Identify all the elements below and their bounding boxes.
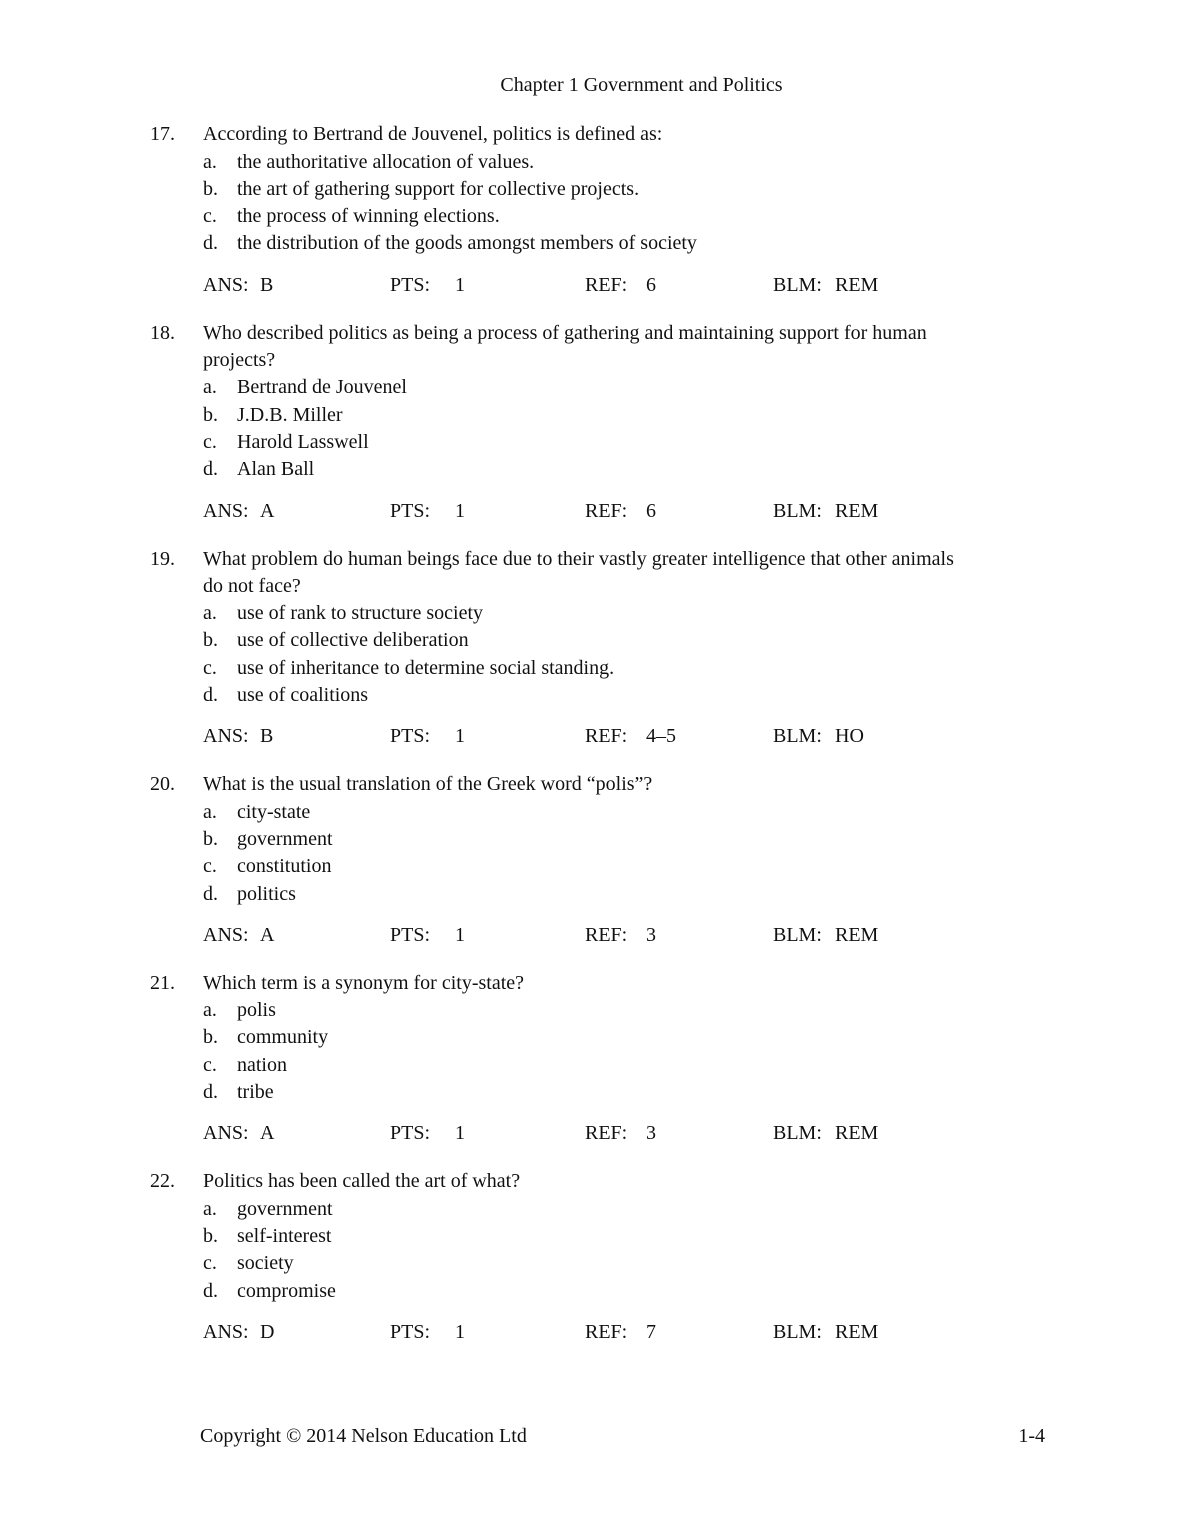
copyright-text: Copyright © 2014 Nelson Education Ltd — [200, 1425, 527, 1447]
ref-label: REF: — [585, 725, 628, 748]
option — [203, 374, 1082, 401]
answer-row — [203, 723, 1190, 751]
question-text — [203, 546, 1082, 601]
question-block — [0, 320, 1190, 526]
ref-label: REF: — [585, 923, 628, 946]
option-letter: c. — [203, 1252, 217, 1275]
option-text: Bertrand de Jouvenel — [237, 376, 407, 399]
blm-value: REM — [835, 923, 879, 946]
option-text: use of collective deliberation — [237, 629, 469, 652]
question-text — [203, 1168, 1082, 1195]
question-text-line: projects? — [203, 349, 276, 372]
pts-label: PTS: — [390, 1320, 431, 1343]
option — [203, 853, 1082, 880]
option — [203, 456, 1082, 483]
ans-label: ANS: — [203, 923, 249, 946]
option — [203, 1052, 1082, 1079]
pts-value: 1 — [455, 923, 465, 946]
option-letter: a. — [203, 800, 217, 823]
option-text: Harold Lasswell — [237, 430, 369, 453]
page-title: Chapter 1 Government and Politics — [500, 74, 783, 96]
option-letter: d. — [203, 232, 218, 255]
ref-label: REF: — [585, 1320, 628, 1343]
option-letter: a. — [203, 1197, 217, 1220]
option-letter: c. — [203, 656, 217, 679]
blm-value: REM — [835, 273, 879, 296]
option-letter: b. — [203, 1026, 218, 1049]
option — [203, 997, 1082, 1024]
ans-value: B — [260, 273, 274, 296]
option-letter: d. — [203, 684, 218, 707]
option-letter: a. — [203, 150, 217, 173]
pts-value: 1 — [455, 273, 465, 296]
ans-label: ANS: — [203, 273, 249, 296]
question-text-line: According to Bertrand de Jouvenel, politics is defined as: — [203, 123, 663, 146]
pts-label: PTS: — [390, 725, 431, 748]
question-number: 18. — [150, 321, 175, 344]
option-letter: c. — [203, 205, 217, 228]
option-text: use of inheritance to determine social standing. — [237, 656, 615, 679]
question-text — [203, 970, 1082, 997]
ref-value: 3 — [646, 923, 656, 946]
page-footer — [200, 1423, 1045, 1450]
question-text-line: do not face? — [203, 574, 301, 597]
ans-label: ANS: — [203, 725, 249, 748]
option — [203, 203, 1082, 230]
options — [203, 799, 1082, 908]
question-text-line: Who described politics as being a process of gathering and maintaining support for human — [203, 321, 927, 344]
option — [203, 881, 1082, 908]
ans-label: ANS: — [203, 1320, 249, 1343]
option-letter: a. — [203, 999, 217, 1022]
question-number: 22. — [150, 1170, 175, 1193]
ans-label: ANS: — [203, 1122, 249, 1145]
ref-label: REF: — [585, 273, 628, 296]
option-letter: d. — [203, 882, 218, 905]
option-text: city-state — [237, 800, 311, 823]
ans-value: A — [260, 499, 275, 522]
ans-value: A — [260, 1122, 275, 1145]
option-text: constitution — [237, 855, 332, 878]
option — [203, 1079, 1082, 1106]
question-block — [0, 970, 1190, 1148]
option-letter: d. — [203, 458, 218, 481]
option-letter: b. — [203, 629, 218, 652]
question-text-line: What is the usual translation of the Greek word “polis”? — [203, 773, 653, 796]
option — [203, 176, 1082, 203]
options — [203, 600, 1082, 709]
option-text: use of rank to structure society — [237, 602, 484, 625]
option-text: government — [237, 1197, 333, 1220]
option-letter: b. — [203, 403, 218, 426]
question-block — [0, 546, 1190, 752]
ref-value: 7 — [646, 1320, 656, 1343]
options — [203, 149, 1082, 258]
answer-row — [203, 272, 1190, 300]
option-text: Alan Ball — [237, 458, 315, 481]
pts-label: PTS: — [390, 1122, 431, 1145]
ref-value: 3 — [646, 1122, 656, 1145]
blm-label: BLM: — [773, 273, 822, 296]
option — [203, 149, 1082, 176]
option-letter: b. — [203, 1224, 218, 1247]
option-text: politics — [237, 882, 296, 905]
option-text: polis — [237, 999, 276, 1022]
option-text: J.D.B. Miller — [237, 403, 343, 426]
option-text: government — [237, 827, 333, 850]
pts-value: 1 — [455, 725, 465, 748]
ref-value: 4–5 — [646, 725, 676, 748]
ans-label: ANS: — [203, 499, 249, 522]
option-text: the distribution of the goods amongst members of society — [237, 232, 697, 255]
blm-label: BLM: — [773, 1320, 822, 1343]
blm-value: REM — [835, 1122, 879, 1145]
options — [203, 1196, 1082, 1305]
option — [203, 682, 1082, 709]
answer-row — [203, 1120, 1190, 1148]
question-text-line: What problem do human beings face due to their vastly greater intelligence that other animals — [203, 547, 954, 570]
ref-value: 6 — [646, 499, 656, 522]
option — [203, 1223, 1082, 1250]
question-text-line: Which term is a synonym for city-state? — [203, 971, 525, 994]
option-text: use of coalitions — [237, 684, 369, 707]
option-letter: b. — [203, 827, 218, 850]
option — [203, 600, 1082, 627]
ref-label: REF: — [585, 1122, 628, 1145]
answer-row — [203, 498, 1190, 526]
option-text: compromise — [237, 1279, 336, 1302]
option-letter: c. — [203, 855, 217, 878]
option — [203, 1278, 1082, 1305]
question-number: 19. — [150, 547, 175, 570]
option-letter: c. — [203, 430, 217, 453]
option-letter: d. — [203, 1279, 218, 1302]
option-letter: d. — [203, 1081, 218, 1104]
question-text-line: Politics has been called the art of what? — [203, 1170, 521, 1193]
ref-value: 6 — [646, 273, 656, 296]
option-text: self-interest — [237, 1224, 332, 1247]
question-text — [203, 320, 1082, 375]
option-letter: a. — [203, 602, 217, 625]
pts-value: 1 — [455, 499, 465, 522]
option-text: the art of gathering support for collective projects. — [237, 177, 640, 200]
blm-value: HO — [835, 725, 864, 748]
option-letter: a. — [203, 376, 217, 399]
option-text: the process of winning elections. — [237, 205, 500, 228]
ans-value: B — [260, 725, 274, 748]
blm-label: BLM: — [773, 725, 822, 748]
option — [203, 655, 1082, 682]
options — [203, 997, 1082, 1106]
question-number: 21. — [150, 971, 175, 994]
blm-value: REM — [835, 499, 879, 522]
blm-label: BLM: — [773, 923, 822, 946]
option-text: community — [237, 1026, 329, 1049]
question-number: 20. — [150, 773, 175, 796]
question-number: 17. — [150, 123, 175, 146]
option-letter: b. — [203, 177, 218, 200]
pts-label: PTS: — [390, 923, 431, 946]
option — [203, 230, 1082, 257]
ans-value: A — [260, 923, 275, 946]
question-block — [0, 771, 1190, 949]
question-block — [0, 121, 1190, 299]
question-list — [0, 121, 1190, 1347]
options — [203, 374, 1082, 483]
option — [203, 429, 1082, 456]
option — [203, 1250, 1082, 1277]
ref-label: REF: — [585, 499, 628, 522]
blm-value: REM — [835, 1320, 879, 1343]
page-number: 1-4 — [1018, 1425, 1045, 1447]
answer-row — [203, 922, 1190, 950]
option — [203, 627, 1082, 654]
option-text: nation — [237, 1053, 287, 1076]
question-text — [203, 771, 1082, 798]
option-text: tribe — [237, 1081, 274, 1104]
option — [203, 826, 1082, 853]
blm-label: BLM: — [773, 499, 822, 522]
ans-value: D — [260, 1320, 275, 1343]
option-text: the authoritative allocation of values. — [237, 150, 535, 173]
pts-label: PTS: — [390, 273, 431, 296]
option — [203, 1196, 1082, 1223]
option — [203, 1024, 1082, 1051]
question-block — [0, 1168, 1190, 1346]
option-text: society — [237, 1252, 294, 1275]
answer-row — [203, 1319, 1190, 1347]
pts-value: 1 — [455, 1320, 465, 1343]
question-text — [203, 121, 1082, 148]
option-letter: c. — [203, 1053, 217, 1076]
pts-label: PTS: — [390, 499, 431, 522]
blm-label: BLM: — [773, 1122, 822, 1145]
pts-value: 1 — [455, 1122, 465, 1145]
option — [203, 402, 1082, 429]
option — [203, 799, 1082, 826]
